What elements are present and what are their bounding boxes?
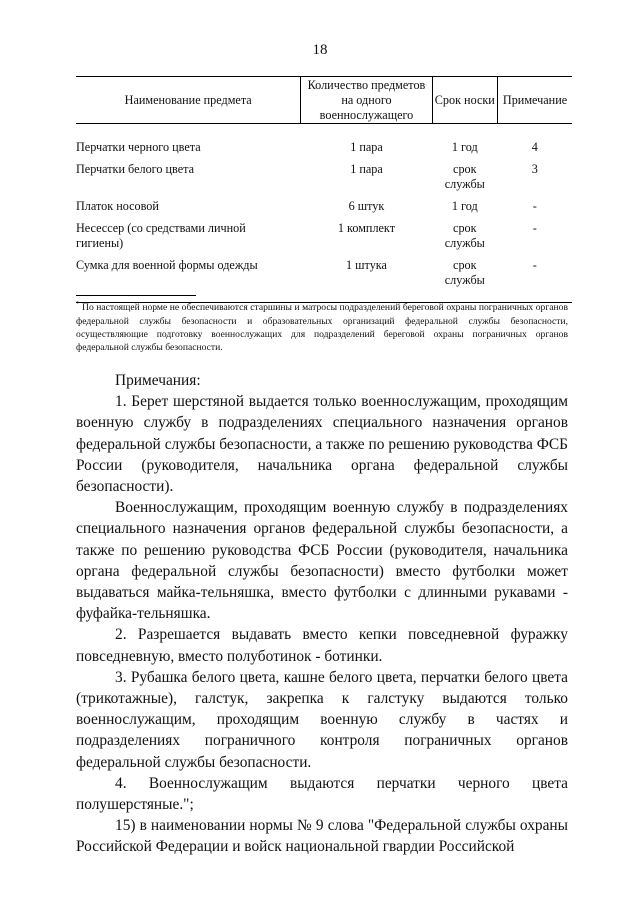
supply-norm-table (76, 76, 572, 303)
table-row (76, 221, 572, 258)
notes-heading: Примечания: (115, 372, 201, 389)
item-quantity: 1 пара (350, 140, 383, 154)
item-term: срок службы (444, 221, 485, 250)
notes-section (76, 370, 568, 858)
table-row (76, 162, 572, 199)
note-paragraph: 3. Рубашка белого цвета, кашне белого цвета, перчатки белого цвета (трикотажные), галстук, закрепка к галстуку выдаются только военнослужащим, проходящим военную службу в частях и подразделениях пограничного контроля пограничных органов федеральной службы безопасности. (76, 668, 568, 771)
header-item-name: Наименование предмета (124, 92, 252, 107)
footnote-text: По настоящей норме не обеспечиваются старшины и матросы подразделений береговой охраны пограничных органов федеральной службы безопасности и образовательных организаций федеральной службы безопасности, осуществляющие подготовку военнослужащих для подразделений береговой охраны пограничных органов федеральной службы безопасности. (76, 302, 568, 354)
note-paragraph: 4. Военнослужащим выдаются перчатки черного цвета полушерстяные."; (76, 774, 568, 814)
note-paragraph: 1. Берет шерстяной выдается только военнослужащим, проходящим военную службу в подразделениях специального назначения органов федеральной службы безопасности, а также по решению руководства ФСБ России (руководителя, начальника органа федеральной службы безопасности). (76, 393, 568, 496)
item-note: - (532, 199, 537, 213)
table-header-row (76, 77, 572, 124)
item-name: Перчатки белого цвета (76, 162, 194, 176)
header-note: Примечание (498, 77, 572, 124)
item-term: срок службы (432, 258, 498, 303)
item-term: 1 год (451, 140, 478, 154)
item-note: 4 (531, 140, 538, 154)
footnote-divider (76, 295, 196, 296)
item-note: - (498, 258, 572, 303)
item-term: срок службы (444, 162, 485, 191)
footnote (76, 298, 568, 355)
item-name: Сумка для военной формы одежды (76, 258, 301, 303)
footnote-marker: * (76, 300, 80, 308)
item-quantity: 6 штук (348, 199, 385, 213)
header-wear-term: Срок носки (432, 77, 498, 124)
item-quantity: 1 штука (301, 258, 432, 303)
item-name: Перчатки черного цвета (76, 140, 201, 154)
table-row (76, 199, 572, 221)
item-term: 1 год (451, 199, 478, 213)
table-row (76, 140, 572, 162)
item-name: Платок носовой (76, 199, 159, 213)
note-paragraph: Военнослужащим, проходящим военную службу в подразделениях специального назначения органов федеральной службы безопасности, а также по решению руководства ФСБ России (руководителя, начальника органа федеральной службы безопасности) вместо футболки может выдаваться майка-тельняшка, вместо футболки с длинными рукавами - фуфайка-тельняшка. (76, 499, 568, 623)
note-paragraph: 2. Разрешается выдавать вместо кепки повседневной фуражку повседневную, вместо полуботинок - ботинки. (76, 626, 568, 665)
item-note: - (532, 221, 537, 235)
note-paragraph: 15) в наименовании нормы № 9 слова "Федеральной службы охраны Российской Федерации и войск национальной гвардии Российской (76, 817, 568, 856)
item-quantity: 1 комплект (337, 221, 396, 235)
item-name: Несессер (со средствами личной гигиены) (76, 221, 246, 250)
item-note: 3 (531, 162, 538, 176)
header-quantity: Количество предметов на одного военнослужащего (301, 77, 432, 124)
page-number: 18 (312, 42, 328, 58)
item-quantity: 1 пара (350, 162, 383, 176)
